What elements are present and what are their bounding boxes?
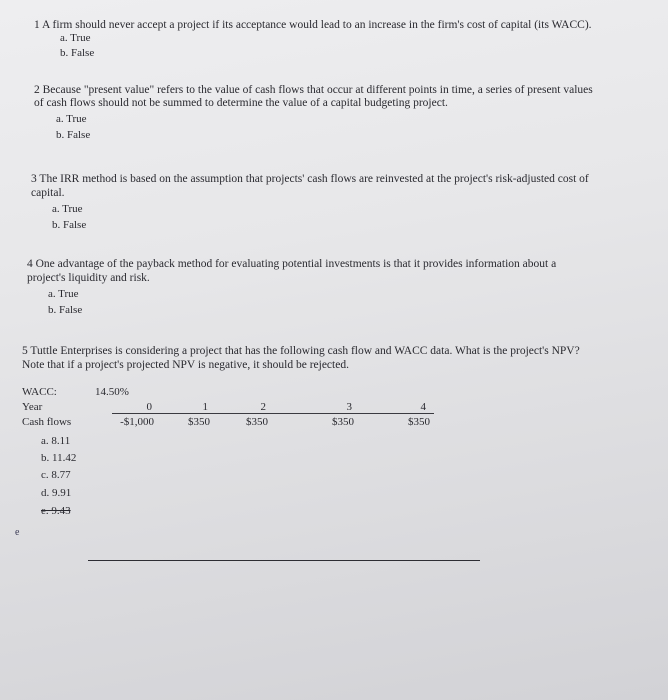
question-1-option-a[interactable]: a. True: [60, 32, 91, 44]
year-1: 1: [202, 401, 208, 413]
cash-flow-1: $350: [188, 416, 210, 428]
question-2-text: 2 Because "present value" refers to the value of cash flows that occur at different points in time, a series of present values: [34, 84, 593, 96]
question-3-option-a[interactable]: a. True: [52, 203, 83, 215]
year-3: 3: [346, 401, 352, 413]
cash-flow-4: $350: [408, 416, 430, 428]
year-4: 4: [420, 401, 426, 413]
year-label: Year: [22, 401, 43, 413]
question-5-text: 5 Tuttle Enterprises is considering a project that has the following cash flow and WACC data. What is the project's NPV?: [22, 345, 580, 357]
question-4-text: 4 One advantage of the payback method for evaluating potential investments is that it provides information about a: [27, 258, 557, 270]
question-2-text-line2: of cash flows should not be summed to determine the value of a capital budgeting project.: [34, 97, 448, 109]
cash-flow-0: -$1,000: [120, 416, 154, 428]
question-1-text: 1 A firm should never accept a project if its acceptance would lead to an increase in the firm's cost of capital (its WACC).: [34, 19, 592, 31]
question-3-text: 3 The IRR method is based on the assumption that projects' cash flows are reinvested at the project's risk-adjusted cost of: [31, 173, 589, 185]
year-2: 2: [260, 401, 266, 413]
table-divider: [112, 413, 434, 414]
question-4-option-a[interactable]: a. True: [48, 288, 79, 300]
cash-flow-2: $350: [246, 416, 268, 428]
question-3-option-b[interactable]: b. False: [52, 219, 87, 231]
question-2-option-a[interactable]: a. True: [56, 113, 87, 125]
question-5-option-c[interactable]: c. 8.77: [41, 469, 71, 481]
cash-flow-3: $350: [332, 416, 354, 428]
question-5-option-d[interactable]: d. 9.91: [41, 487, 72, 499]
answer-line: [88, 560, 480, 561]
question-2-option-b[interactable]: b. False: [56, 129, 91, 141]
cash-flows-label: Cash flows: [22, 416, 72, 428]
question-5-option-a[interactable]: a. 8.11: [41, 435, 71, 447]
question-1-option-b[interactable]: b. False: [60, 47, 95, 59]
wacc-value: 14.50%: [95, 386, 129, 398]
question-4-text-line2: project's liquidity and risk.: [27, 272, 150, 284]
year-0: 0: [146, 401, 152, 413]
question-5-option-e[interactable]: e. 9.43: [41, 505, 71, 517]
question-5-text-line2: Note that if a project's projected NPV is negative, it should be rejected.: [22, 359, 349, 371]
handwritten-answer: e: [15, 527, 20, 538]
question-5-option-b[interactable]: b. 11.42: [41, 452, 77, 464]
wacc-label: WACC:: [22, 386, 57, 398]
question-4-option-b[interactable]: b. False: [48, 304, 83, 316]
question-3-text-line2: capital.: [31, 187, 65, 199]
